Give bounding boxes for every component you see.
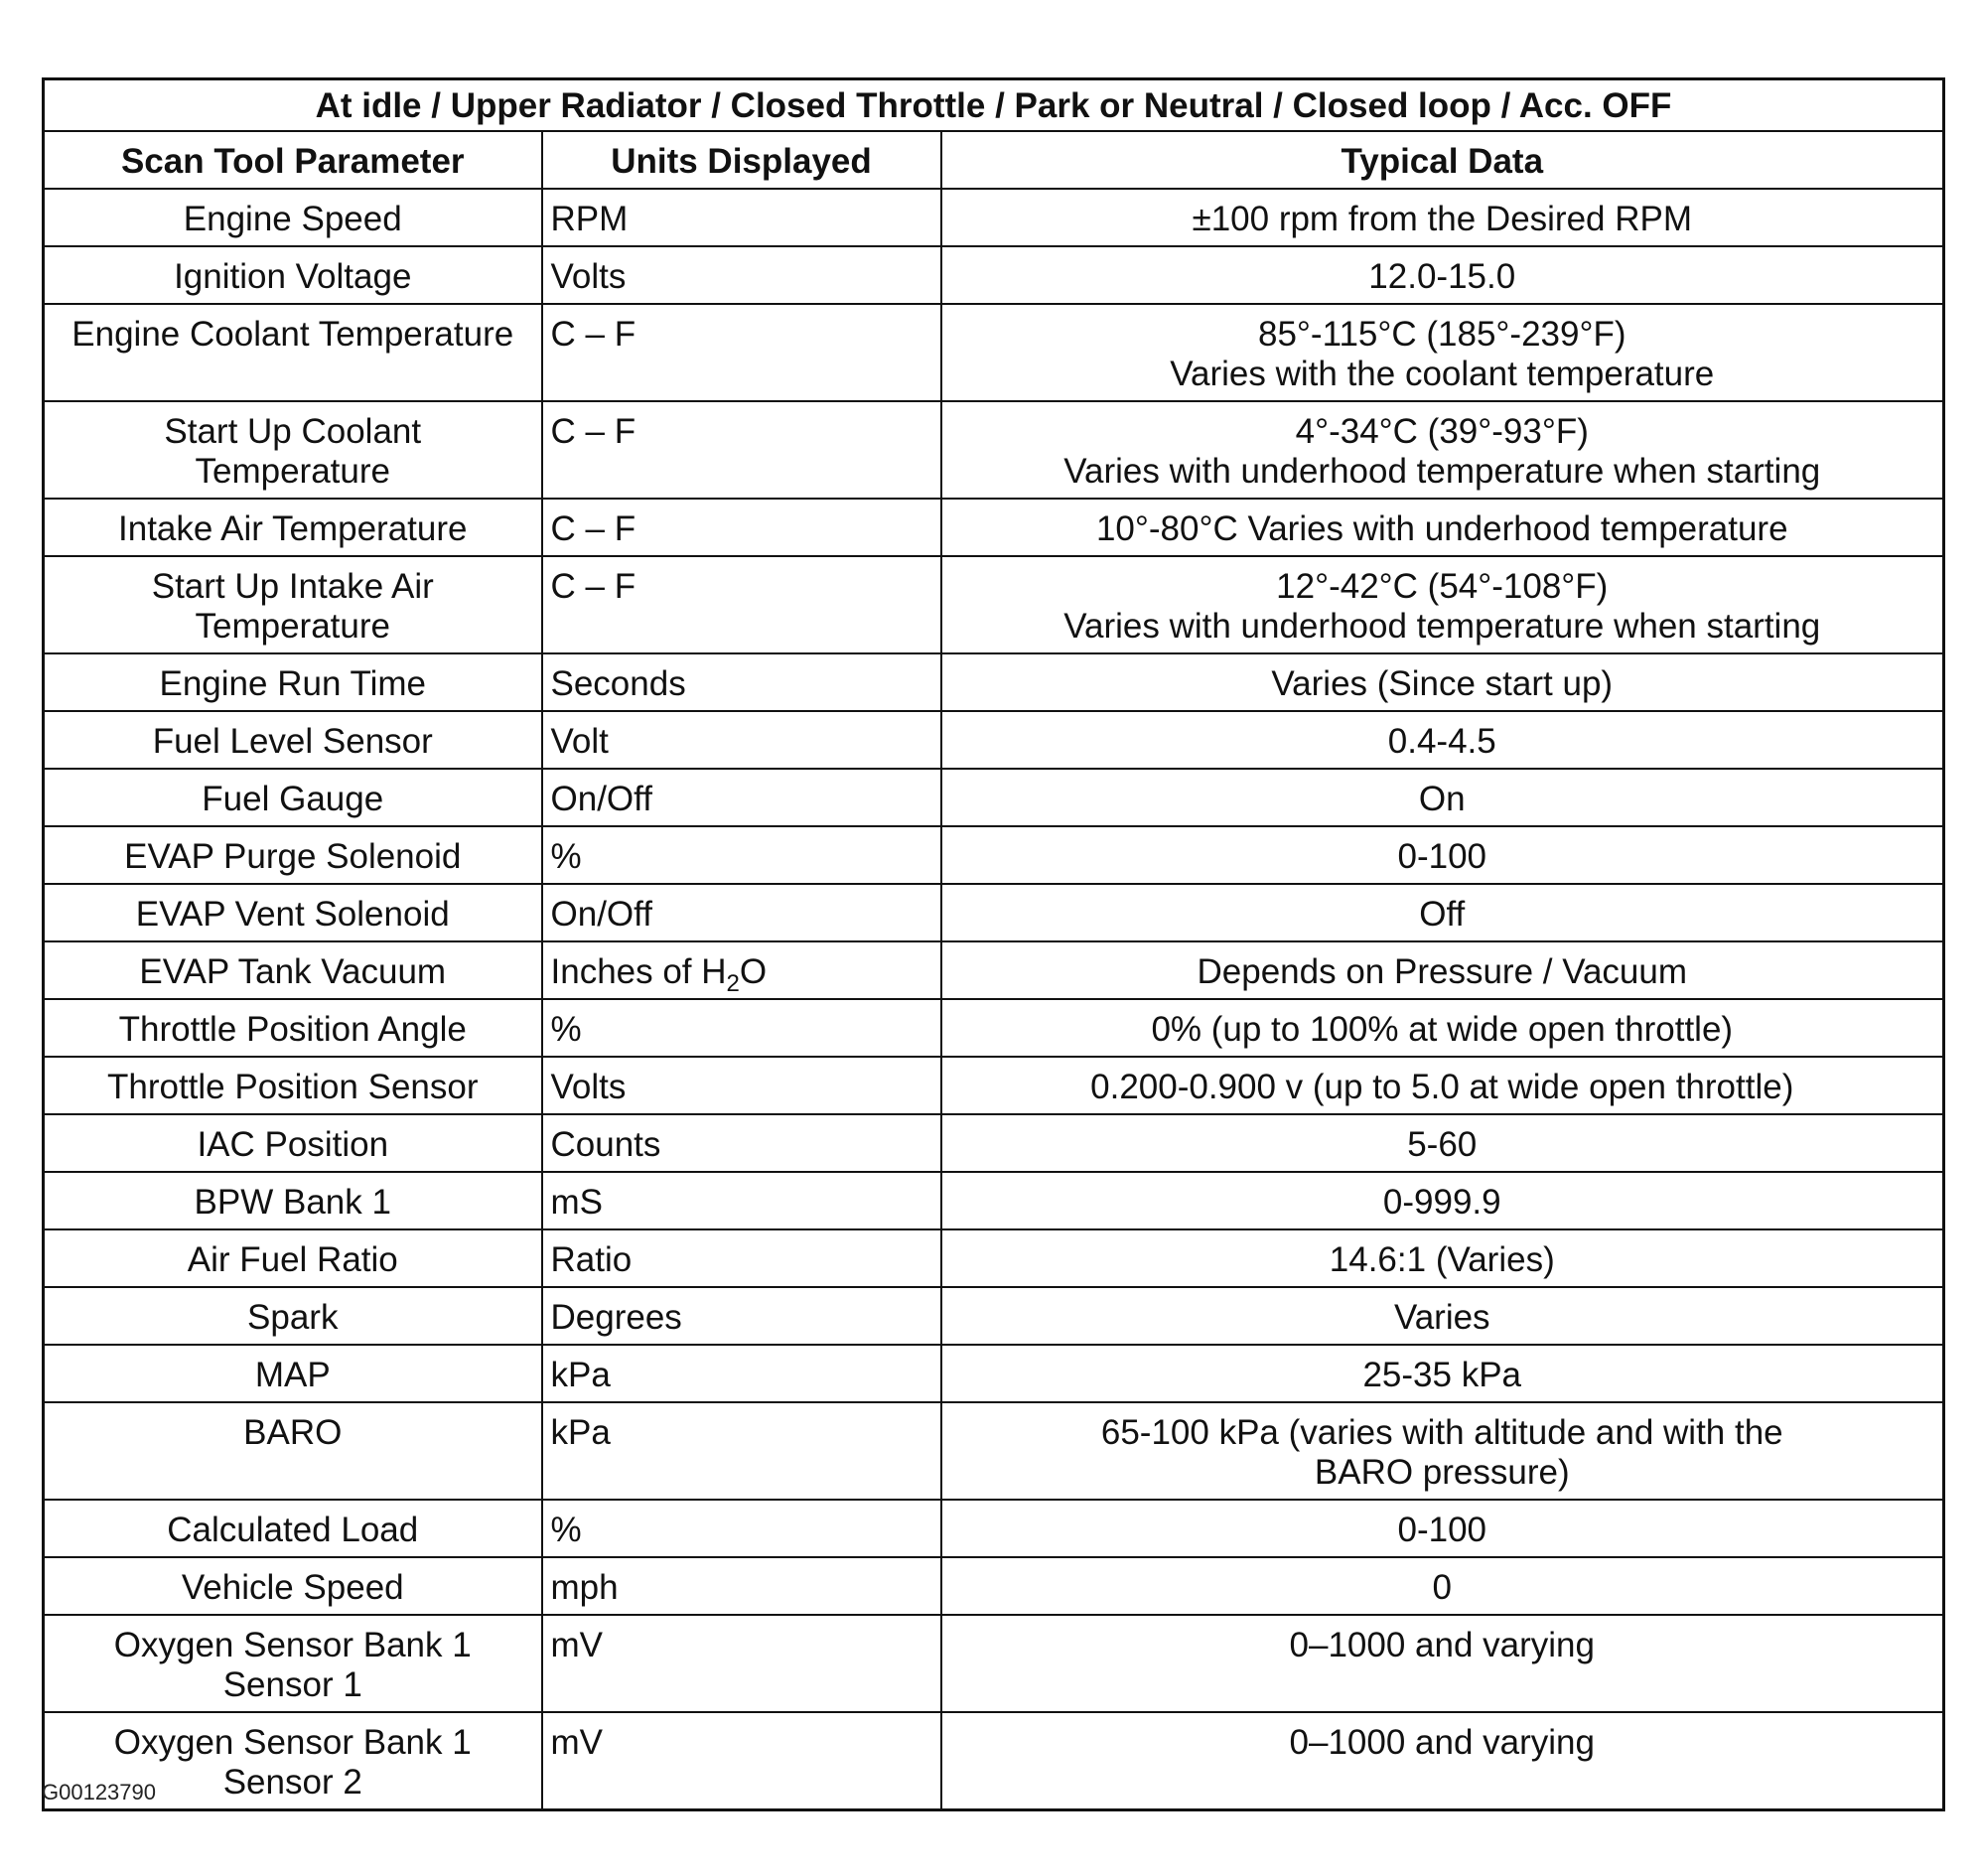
typical-cell [941, 1712, 1944, 1810]
typical-cell [941, 1114, 1944, 1172]
units-cell: On/Off [542, 769, 941, 826]
parameter-text-line2: Temperature [195, 607, 390, 646]
parameter-text: Intake Air Temperature [118, 509, 468, 548]
parameter-text: Ignition Voltage [174, 257, 412, 296]
units-cell: Volt [542, 711, 941, 769]
table-row [44, 1500, 1944, 1557]
units-cell: Seconds [542, 653, 941, 711]
typical-cell [941, 401, 1944, 499]
units-cell: Volts [542, 246, 941, 304]
parameter-text: Fuel Level Sensor [152, 722, 433, 761]
units-cell: mS [542, 1172, 941, 1229]
table-row [44, 1114, 1944, 1172]
parameter-cell [44, 653, 542, 711]
table-title: At idle / Upper Radiator / Closed Throttle / Park or Neutral / Closed loop / Acc. OFF [44, 79, 1944, 132]
table-row [44, 189, 1944, 246]
typical-cell [941, 1615, 1944, 1712]
parameter-text-line2: Temperature [195, 452, 390, 491]
parameter-text: BPW Bank 1 [194, 1183, 391, 1222]
header-scan-tool-parameter: Scan Tool Parameter [44, 131, 542, 189]
units-cell: kPa [542, 1345, 941, 1402]
table-row [44, 556, 1944, 653]
parameter-text: Start Up Intake Air [151, 567, 434, 606]
units-cell: On/Off [542, 884, 941, 941]
units-cell: C – F [542, 499, 941, 556]
parameter-text: EVAP Vent Solenoid [135, 895, 450, 934]
typical-cell [941, 711, 1944, 769]
units-cell: Ratio [542, 1229, 941, 1287]
table-title-row [44, 79, 1944, 132]
table-row [44, 304, 1944, 401]
typical-cell [941, 653, 1944, 711]
parameter-text: Engine Speed [183, 200, 402, 238]
parameter-text: Air Fuel Ratio [187, 1240, 398, 1279]
parameter-text: Start Up Coolant [164, 412, 422, 451]
units-text-suffix: O [739, 952, 768, 991]
typical-cell [941, 556, 1944, 653]
parameter-cell [44, 1615, 542, 1712]
parameter-text: Oxygen Sensor Bank 1 [113, 1626, 472, 1664]
parameter-cell [44, 884, 542, 941]
table-row [44, 1402, 1944, 1500]
units-subscript: 2 [726, 970, 740, 997]
parameter-cell [44, 1402, 542, 1500]
typical-text: Varies (Since start up) [1271, 664, 1614, 703]
table-row [44, 1712, 1944, 1810]
typical-text: 0 [1432, 1568, 1452, 1607]
typical-text: 4°-34°C (39°-93°F) [1295, 412, 1589, 451]
typical-cell [941, 1057, 1944, 1114]
units-cell: RPM [542, 189, 941, 246]
parameter-text-line2: Sensor 2 [222, 1763, 362, 1802]
parameter-cell [44, 941, 542, 999]
typical-cell [941, 304, 1944, 401]
parameter-cell [44, 1229, 542, 1287]
table-row [44, 246, 1944, 304]
units-cell: Counts [542, 1114, 941, 1172]
parameter-cell [44, 826, 542, 884]
units-cell: C – F [542, 401, 941, 499]
typical-cell [941, 1402, 1944, 1500]
parameter-cell [44, 401, 542, 499]
parameter-cell [44, 304, 542, 401]
typical-cell [941, 499, 1944, 556]
units-cell: mph [542, 1557, 941, 1615]
typical-cell [941, 1229, 1944, 1287]
parameter-text: Spark [247, 1298, 339, 1337]
units-cell: mV [542, 1712, 941, 1810]
typical-text: ±100 rpm from the Desired RPM [1192, 200, 1693, 238]
parameter-cell [44, 1345, 542, 1402]
table-row [44, 884, 1944, 941]
parameter-cell [44, 1057, 542, 1114]
typical-cell [941, 941, 1944, 999]
typical-cell [941, 246, 1944, 304]
parameter-text: Calculated Load [167, 1511, 419, 1549]
typical-text: 10°-80°C Varies with underhood temperature [1095, 509, 1788, 548]
units-cell: % [542, 999, 941, 1057]
header-typical-data: Typical Data [941, 131, 1944, 189]
typical-text: 0–1000 and varying [1289, 1723, 1595, 1762]
units-cell: % [542, 826, 941, 884]
table-row [44, 826, 1944, 884]
table-row [44, 1345, 1944, 1402]
typical-text: Off [1419, 895, 1466, 934]
parameter-text: Oxygen Sensor Bank 1 [113, 1723, 472, 1762]
units-cell: C – F [542, 304, 941, 401]
table-row [44, 1615, 1944, 1712]
parameter-cell [44, 499, 542, 556]
units-cell [542, 941, 941, 999]
parameter-cell [44, 711, 542, 769]
typical-cell [941, 189, 1944, 246]
parameter-text: IAC Position [197, 1125, 389, 1164]
typical-text: 0-100 [1397, 1511, 1487, 1549]
typical-text: Depends on Pressure / Vacuum [1197, 952, 1688, 991]
typical-cell [941, 1345, 1944, 1402]
parameter-cell [44, 1287, 542, 1345]
table-row [44, 401, 1944, 499]
units-cell: Volts [542, 1057, 941, 1114]
table-row [44, 499, 1944, 556]
typical-text: 0% (up to 100% at wide open throttle) [1151, 1010, 1734, 1049]
typical-text: On [1418, 780, 1466, 818]
table-row [44, 1557, 1944, 1615]
parameter-cell [44, 999, 542, 1057]
table-row [44, 1287, 1944, 1345]
scan-data-sheet [42, 77, 1942, 1811]
typical-text-line2: BARO pressure) [1314, 1453, 1570, 1492]
parameter-cell [44, 1557, 542, 1615]
figure-id-label: G00123790 [42, 1780, 156, 1804]
typical-text: 0-999.9 [1382, 1183, 1501, 1222]
typical-text: 12°-42°C (54°-108°F) [1276, 567, 1609, 606]
parameter-text-line2: Sensor 1 [222, 1665, 362, 1704]
parameter-cell [44, 769, 542, 826]
scan-tool-data-table [42, 77, 1945, 1811]
typical-cell [941, 1557, 1944, 1615]
parameter-text: Throttle Position Angle [118, 1010, 467, 1049]
typical-text: 14.6:1 (Varies) [1329, 1240, 1555, 1279]
header-units-displayed: Units Displayed [542, 131, 941, 189]
typical-text: 85°-115°C (185°-239°F) [1258, 315, 1626, 354]
units-cell: Degrees [542, 1287, 941, 1345]
typical-text: 0.4-4.5 [1387, 722, 1496, 761]
typical-text-line2: Varies with underhood temperature when starting [1063, 607, 1821, 646]
typical-text-line2: Varies with underhood temperature when starting [1063, 452, 1821, 491]
parameter-cell [44, 1172, 542, 1229]
typical-cell [941, 769, 1944, 826]
table-row [44, 1229, 1944, 1287]
table-row [44, 999, 1944, 1057]
table-row [44, 769, 1944, 826]
parameter-cell [44, 189, 542, 246]
parameter-text: BARO [243, 1413, 343, 1452]
units-text: Inches of H [550, 952, 727, 991]
typical-cell [941, 1287, 1944, 1345]
typical-text: Varies [1393, 1298, 1490, 1337]
parameter-cell [44, 556, 542, 653]
typical-text: 65-100 kPa (varies with altitude and with the [1100, 1413, 1783, 1452]
typical-cell [941, 826, 1944, 884]
parameter-text: EVAP Tank Vacuum [139, 952, 447, 991]
table-row [44, 1172, 1944, 1229]
typical-cell [941, 1172, 1944, 1229]
table-row [44, 711, 1944, 769]
parameter-text: MAP [254, 1356, 331, 1394]
typical-text: 0-100 [1397, 837, 1487, 876]
units-cell: kPa [542, 1402, 941, 1500]
units-cell: mV [542, 1615, 941, 1712]
parameter-text: Throttle Position Sensor [106, 1068, 479, 1106]
units-cell: % [542, 1500, 941, 1557]
parameter-cell [44, 1500, 542, 1557]
parameter-cell [44, 246, 542, 304]
table-row [44, 941, 1944, 999]
parameter-text: Vehicle Speed [181, 1568, 404, 1607]
typical-text: 25-35 kPa [1362, 1356, 1522, 1394]
table-row [44, 653, 1944, 711]
typical-text-line2: Varies with the coolant temperature [1170, 355, 1715, 393]
table-row [44, 1057, 1944, 1114]
typical-text: 5-60 [1407, 1125, 1478, 1164]
table-header-row [44, 131, 1944, 189]
parameter-text: Engine Coolant Temperature [71, 315, 514, 354]
parameter-cell [44, 1114, 542, 1172]
typical-text: 0.200-0.900 v (up to 5.0 at wide open throttle) [1090, 1068, 1794, 1106]
typical-cell [941, 999, 1944, 1057]
typical-text: 0–1000 and varying [1289, 1626, 1595, 1664]
typical-cell [941, 884, 1944, 941]
units-cell: C – F [542, 556, 941, 653]
parameter-text: Engine Run Time [159, 664, 426, 703]
typical-text: 12.0-15.0 [1368, 257, 1516, 296]
parameter-text: Fuel Gauge [202, 780, 384, 818]
typical-cell [941, 1500, 1944, 1557]
parameter-text: EVAP Purge Solenoid [124, 837, 462, 876]
